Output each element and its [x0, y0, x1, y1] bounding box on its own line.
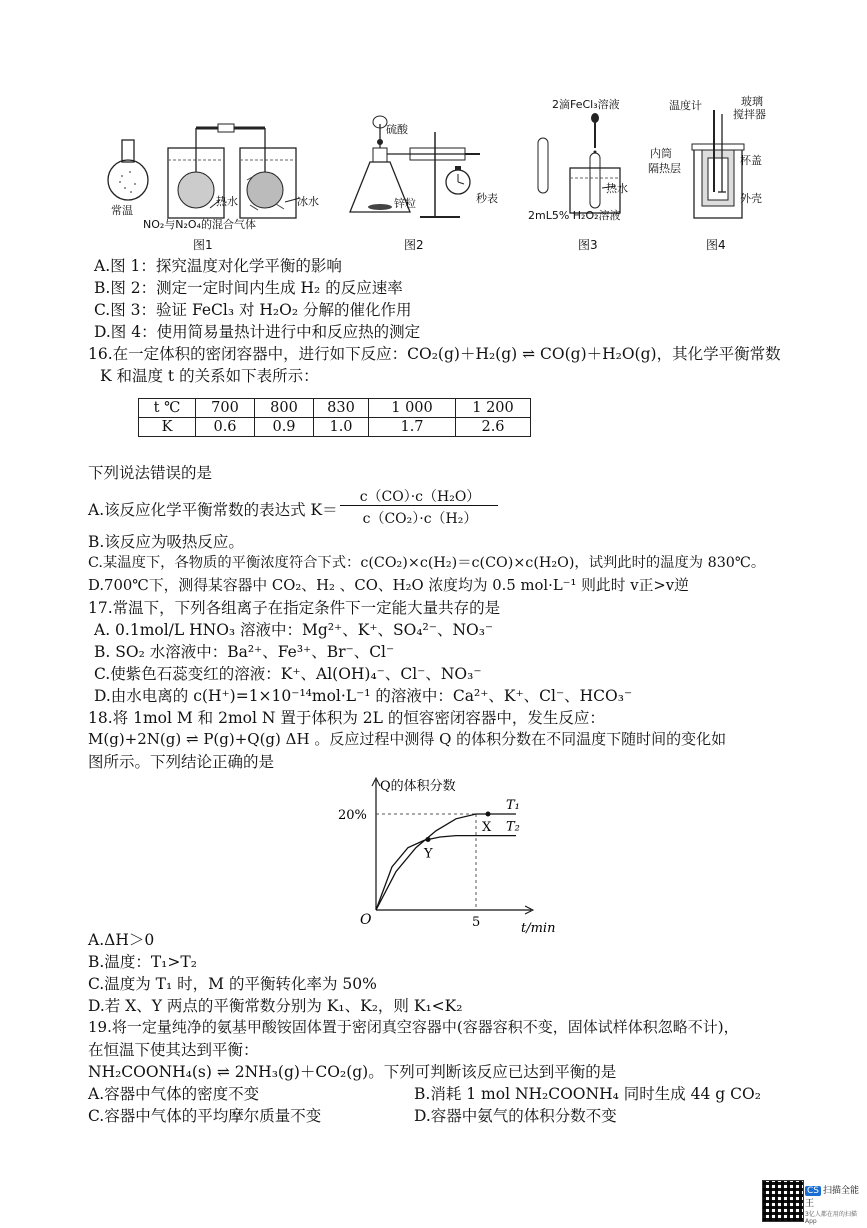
q18-option-d: D.若 X、Y 两点的平衡常数分别为 K₁、K₂，则 K₁<K₂ — [88, 997, 463, 1015]
q16-stem-2: K 和温度 t 的关系如下表所示： — [100, 367, 319, 385]
scanner-watermark — [805, 1183, 867, 1225]
q19-option-d: D.容器中氨气的体积分数不变 — [414, 1107, 617, 1125]
table-cell: 1.7 — [369, 418, 456, 437]
fig2-zinc-label: 锌粒 — [394, 197, 416, 210]
fig4-stirrer-label-1: 玻璃 — [741, 95, 763, 108]
table-row — [139, 418, 531, 437]
cs-logo-icon: CS — [807, 1186, 819, 1196]
table-head-k: K — [139, 418, 196, 437]
q18-stem-1: 18.将 1mol M 和 2mol N 置于体积为 2L 的恒容密闭容器中，发生反应： — [88, 709, 605, 727]
fig4-stirrer-label-2: 搅拌器 — [733, 108, 766, 121]
q17-option-c: C.使紫色石蕊变红的溶液：K⁺、Al(OH)₄⁻、Cl⁻、NO₃⁻ — [94, 665, 482, 683]
table-cell: 1 200 — [456, 399, 531, 418]
q17-option-a: A. 0.1mol/L HNO₃ 溶液中：Mg²⁺、K⁺、SO₄²⁻、NO₃⁻ — [94, 621, 494, 639]
fig1-hot-label: 热水 — [216, 195, 238, 208]
origin-label: O — [360, 912, 372, 928]
point-x-label: X — [482, 820, 492, 835]
q17-stem: 17.常温下，下列各组离子在指定条件下一定能大量共存的是 — [88, 599, 501, 617]
fig4-thermometer-label: 温度计 — [669, 99, 702, 112]
table-cell: 700 — [196, 399, 255, 418]
point-y — [426, 837, 431, 842]
qr-code-icon — [762, 1180, 804, 1222]
q16-option-c: C.某温度下，各物质的平衡浓度符合下式：c(CO₂)×c(H₂)＝c(CO)×c(H₂O)，试判此时的温度为 830℃。 — [88, 555, 766, 571]
q16-option-a: A.该反应化学平衡常数的表达式 K＝ — [88, 501, 338, 519]
q16-stem-1: 16.在一定体积的密闭容器中，进行如下反应：CO₂(g)＋H₂(g) ⇌ CO(g)＋H₂O(g)，其化学平衡常数 — [88, 345, 781, 363]
fig1-caption: 图1 — [193, 238, 213, 252]
fig4-shell-label: 外壳 — [740, 192, 762, 205]
q19-stem-3: NH₂COONH₄(s) ⇌ 2NH₃(g)＋CO₂(g)。下列可判断该反应已达到平衡的是 — [88, 1063, 617, 1081]
q18-option-a: A.ΔH＞0 — [88, 931, 155, 949]
fig4-insulation-label: 隔热层 — [648, 162, 681, 175]
q15-option-b: B.图 2：测定一定时间内生成 H₂ 的反应速率 — [94, 279, 403, 297]
fig2-timer-label: 秒表 — [476, 192, 498, 205]
table-head-t: t ℃ — [139, 399, 196, 418]
table-cell: 1 000 — [369, 399, 456, 418]
table-cell: 2.6 — [456, 418, 531, 437]
point-y-label: Y — [424, 846, 433, 862]
fig1-gas-label: NO₂与N₂O₄的混合气体 — [143, 218, 257, 231]
y-axis-label: Q的体积分数 — [380, 779, 456, 794]
fig2-caption: 图2 — [404, 238, 424, 252]
table-row — [139, 399, 531, 418]
fig4-lid-label: 杯盖 — [740, 154, 762, 167]
y-tick-label: 20% — [338, 808, 367, 823]
q19-option-b: B.消耗 1 mol NH₂COONH₄ 同时生成 44 g CO₂ — [414, 1085, 761, 1103]
scanner-name: 扫描全能王 — [805, 1186, 860, 1209]
fig2-acid-label: 硫酸 — [386, 123, 408, 136]
point-x — [486, 812, 491, 817]
q16-k-table — [138, 398, 531, 437]
q17-option-b: B. SO₂ 水溶液中：Ba²⁺、Fe³⁺、Br⁻、Cl⁻ — [94, 643, 395, 661]
q18-option-b: B.温度：T₁>T₂ — [88, 953, 197, 971]
q15-option-d: D.图 4：使用简易量热计进行中和反应热的测定 — [94, 323, 421, 341]
q18-stem-3: 图所示。下列结论正确的是 — [88, 753, 275, 771]
series-label: T₂ — [506, 819, 520, 835]
q19-option-c: C.容器中气体的平均摩尔质量不变 — [88, 1107, 322, 1125]
q16-fraction-denominator: c（CO₂）·c（H₂） — [362, 511, 478, 527]
series-line — [376, 814, 516, 910]
fig3-top-label: 2滴FeCl₃溶液 — [552, 98, 620, 111]
fig3-caption: 图3 — [578, 238, 598, 252]
q18-chart — [326, 770, 556, 936]
scanner-subtitle: 3亿人都在用的扫描App — [805, 1211, 857, 1225]
q19-stem-1: 19.将一定量纯净的氨基甲酸铵固体置于密闭真空容器中(容器容积不变，固体试样体积忽略不计)， — [88, 1018, 739, 1036]
q16-option-d: D.700℃下，测得某容器中 CO₂、H₂ 、CO、H₂O 浓度均为 0.5 mol·L⁻¹ 则此时 v正>v逆 — [88, 577, 689, 594]
x-tick-label: 5 — [472, 915, 481, 930]
fig1-ice-label: 冰水 — [297, 195, 319, 208]
fig3-hot-label: 热水 — [606, 182, 628, 195]
table-cell: 800 — [255, 399, 314, 418]
q19-stem-2: 在恒温下使其达到平衡： — [88, 1041, 259, 1059]
x-axis-label: t/min — [521, 921, 556, 936]
fig1-room-label: 常温 — [111, 204, 133, 217]
table-cell: 0.6 — [196, 418, 255, 437]
fig3-bottom-label: 2mL5% H₂O₂溶液 — [528, 209, 621, 222]
fig4-caption: 图4 — [706, 238, 726, 252]
table-cell: 1.0 — [314, 418, 369, 437]
table-cell: 0.9 — [255, 418, 314, 437]
q17-option-d: D.由水电离的 c(H⁺)=1×10⁻¹⁴mol·L⁻¹ 的溶液中：Ca²⁺、K⁺、Cl⁻、HCO₃⁻ — [94, 687, 633, 705]
q15-option-c: C.图 3：验证 FeCl₃ 对 H₂O₂ 分解的催化作用 — [94, 301, 412, 319]
q16-fraction-numerator: c（CO）·c（H₂O） — [359, 489, 481, 505]
q16-ask: 下列说法错误的是 — [88, 464, 213, 482]
q16-option-b: B.该反应为吸热反应。 — [88, 533, 244, 551]
figure-2 — [340, 112, 510, 227]
series-line — [376, 836, 516, 910]
q19-option-a: A.容器中气体的密度不变 — [88, 1085, 260, 1103]
table-cell: 830 — [314, 399, 369, 418]
series-label: T₁ — [506, 798, 520, 813]
q15-option-a: A.图 1：探究温度对化学平衡的影响 — [94, 257, 342, 275]
fig4-inner-label: 内筒 — [650, 147, 672, 160]
q18-stem-2: M(g)+2N(g) ⇌ P(g)+Q(g) ΔH 。反应过程中测得 Q 的体积分数在不同温度下随时间的变化如 — [88, 730, 727, 748]
q18-option-c: C.温度为 T₁ 时，M 的平衡转化率为 50% — [88, 975, 377, 993]
